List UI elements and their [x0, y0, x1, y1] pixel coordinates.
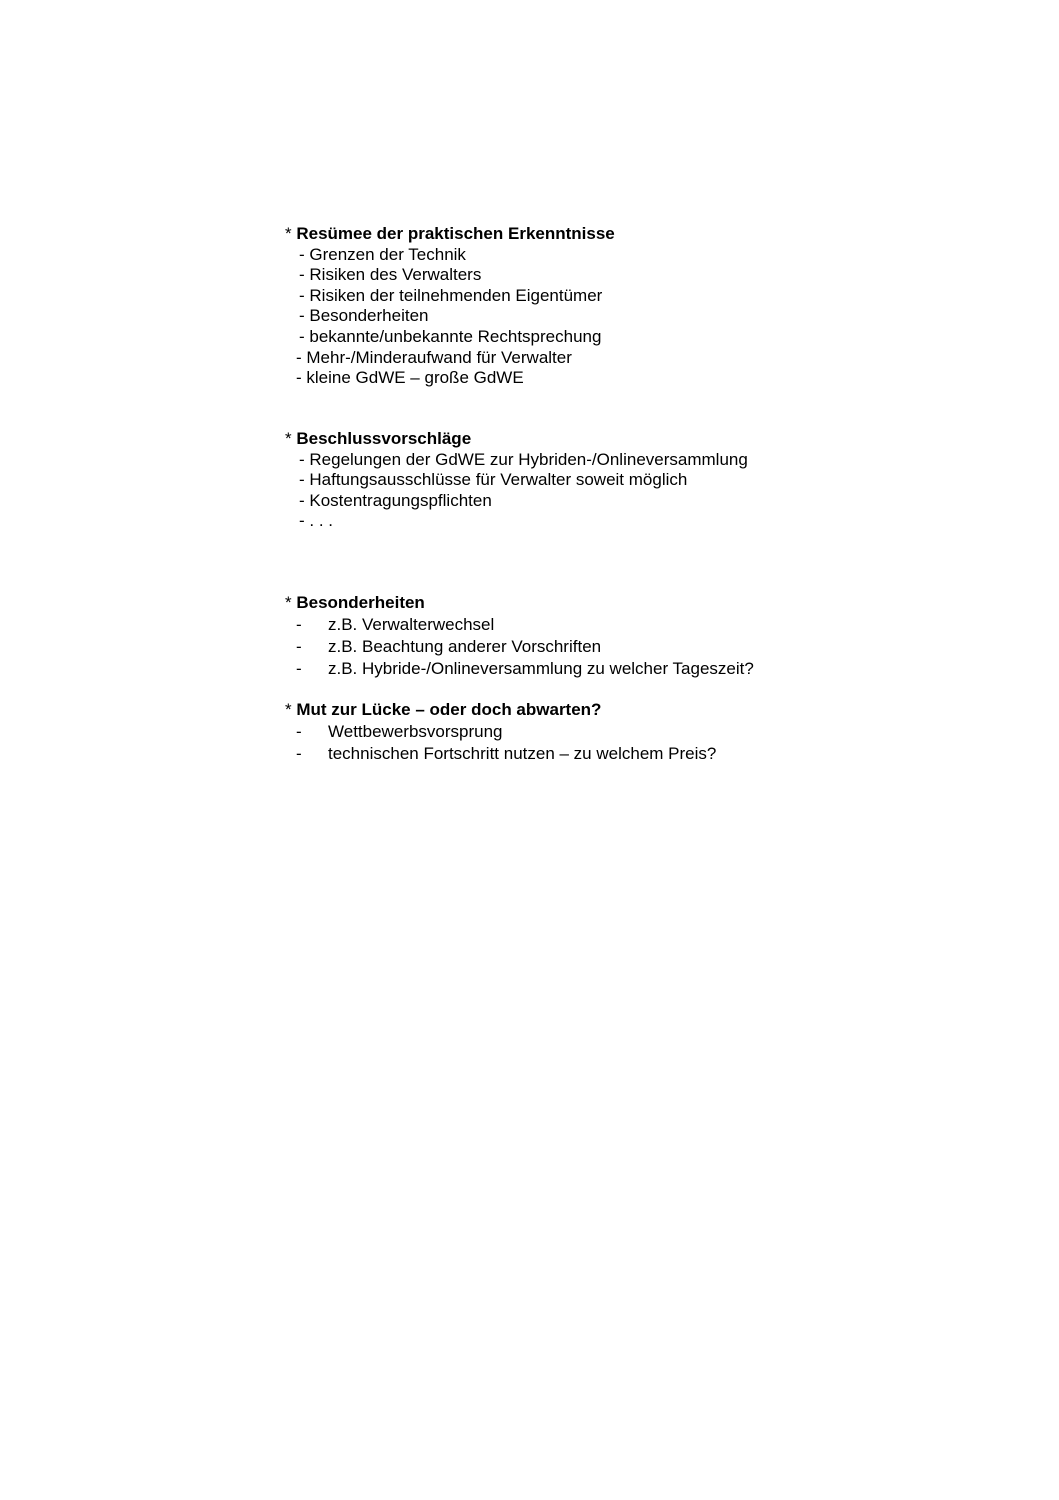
heading-text: Beschlussvorschläge	[296, 429, 472, 448]
section-heading	[285, 429, 845, 450]
list-item: - Grenzen der Technik	[299, 244, 466, 264]
list-dash: -	[296, 743, 302, 763]
list-item: - kleine GdWE – große GdWE	[296, 368, 524, 388]
section-besonderheiten	[285, 593, 845, 680]
list-dash: -	[296, 658, 302, 678]
heading-text: Besonderheiten	[296, 593, 425, 612]
list-dash: -	[296, 614, 302, 634]
bullet-star: *	[285, 429, 297, 448]
section-heading	[285, 224, 845, 245]
section-resuemee	[285, 224, 845, 389]
heading-text: Mut zur Lücke – oder doch abwarten?	[296, 700, 602, 719]
list-item: - bekannte/unbekannte Rechtsprechung	[299, 326, 602, 346]
list-item: - Risiken der teilnehmenden Eigentümer	[299, 285, 603, 305]
bullet-star: *	[285, 593, 297, 612]
section-mut-zur-luecke	[285, 700, 845, 765]
list-item-text: z.B. Hybride-/Onlineversammlung zu welcher Tageszeit?	[328, 658, 754, 678]
list-dash: -	[296, 636, 302, 656]
list-item-text: technischen Fortschritt nutzen – zu welchem Preis?	[328, 743, 717, 763]
bullet-star: *	[285, 224, 297, 243]
bullet-star: *	[285, 700, 297, 719]
list-item	[285, 614, 845, 636]
list-item-text: z.B. Beachtung anderer Vorschriften	[328, 636, 602, 656]
section-heading	[285, 700, 845, 721]
list-item: - Regelungen der GdWE zur Hybriden-/Onlineversammlung	[299, 449, 748, 469]
list-item: - Haftungsausschlüsse für Verwalter soweit möglich	[299, 470, 688, 490]
list-item: - Mehr-/Minderaufwand für Verwalter	[296, 347, 572, 367]
list-item-text: z.B. Verwalterwechsel	[328, 614, 495, 634]
section-heading	[285, 593, 845, 614]
list-item: - Besonderheiten	[299, 306, 429, 326]
list-dash: -	[296, 721, 302, 741]
heading-text: Resümee der praktischen Erkenntnisse	[296, 224, 615, 243]
list-item	[285, 636, 845, 658]
section-beschlussvorschlaege	[285, 429, 845, 532]
list-item	[285, 743, 845, 765]
list-item	[285, 658, 845, 680]
list-item: - Kostentragungspflichten	[299, 490, 492, 510]
list-item: - . . .	[299, 511, 333, 531]
list-item	[285, 721, 845, 743]
list-item-text: Wettbewerbsvorsprung	[328, 721, 503, 741]
list-item: - Risiken des Verwalters	[299, 265, 482, 285]
